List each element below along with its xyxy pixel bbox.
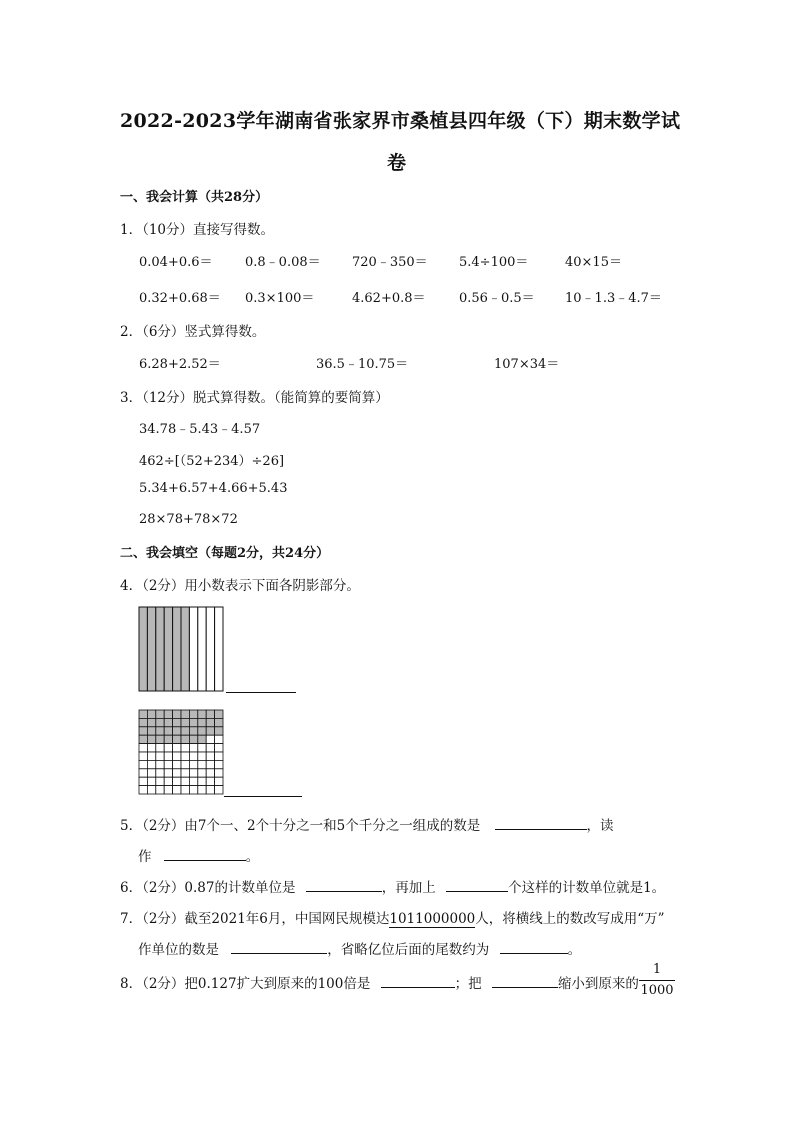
grid-cell xyxy=(139,786,147,794)
strip-column xyxy=(173,607,181,691)
grid-cell xyxy=(164,744,172,752)
grid-cell xyxy=(181,735,189,743)
grid-cell xyxy=(156,735,164,743)
q8-part-a: 8．（2分）把0.127扩大到原来的100倍是 xyxy=(120,976,371,992)
q1-item: 0.04+0.6＝ xyxy=(139,255,213,270)
grid-cell xyxy=(139,735,147,743)
q7-part-a: 7．（2分）截至2021年6月，中国网民规模达 xyxy=(120,911,390,927)
grid-cell xyxy=(147,777,155,785)
grid-cell xyxy=(173,760,181,768)
grid-cell xyxy=(215,718,223,726)
grid-cell xyxy=(215,735,223,743)
q1-item: 4.62+0.8＝ xyxy=(352,291,426,306)
grid-cell xyxy=(147,769,155,777)
grid-cell xyxy=(164,786,172,794)
grid-cell xyxy=(156,744,164,752)
grid-cell xyxy=(189,769,197,777)
q7-number: 1011000000 xyxy=(389,911,476,927)
grid-cell xyxy=(198,727,206,735)
grid-cell xyxy=(198,735,206,743)
q1-item: 0.56﹣0.5＝ xyxy=(459,291,535,306)
grid-cell xyxy=(206,752,214,760)
grid-cell xyxy=(164,735,172,743)
q8-fraction-denominator: 1000 xyxy=(640,983,674,998)
q8-part-b: ；把 xyxy=(454,976,482,992)
strip-column xyxy=(198,607,206,691)
grid-cell xyxy=(147,735,155,743)
q6-line xyxy=(120,876,665,896)
grid-cell xyxy=(156,752,164,760)
grid-cell xyxy=(181,752,189,760)
grid-cell xyxy=(164,777,172,785)
q8-part-c: 缩小到原来的 xyxy=(557,976,639,992)
q5-answer-blank[interactable] xyxy=(495,815,587,830)
grid-cell xyxy=(164,769,172,777)
answer-blank-figure2[interactable] xyxy=(224,796,302,797)
q5-read-label: 作 xyxy=(138,849,152,865)
grid-cell xyxy=(181,710,189,718)
q8-fraction-bar xyxy=(639,980,675,981)
q5-text: 5．（2分）由7个一、2个十分之一和5个千分之一组成的数是 xyxy=(120,818,481,834)
q7-part-d: ，省略亿位后面的尾数约为 xyxy=(327,942,490,958)
grid-cell xyxy=(147,727,155,735)
grid-cell xyxy=(206,718,214,726)
q8-line xyxy=(120,972,639,992)
grid-cell xyxy=(206,727,214,735)
grid-cell xyxy=(139,710,147,718)
q7-line1 xyxy=(120,907,665,927)
q5-end: 。 xyxy=(245,849,260,865)
q4-stem: 4．（2分）用小数表示下面各阴影部分。 xyxy=(120,578,360,594)
grid-cell xyxy=(147,718,155,726)
strip-column xyxy=(206,607,214,691)
grid-cell xyxy=(147,710,155,718)
q6-count-blank[interactable] xyxy=(446,877,508,892)
grid-cell xyxy=(215,744,223,752)
grid-cell xyxy=(173,786,181,794)
grid-cell xyxy=(206,744,214,752)
grid-cell xyxy=(198,752,206,760)
q3-item: 462÷[（52+234）÷26] xyxy=(139,454,285,469)
strip-column xyxy=(156,607,164,691)
grid-cell xyxy=(181,769,189,777)
grid-cell xyxy=(156,760,164,768)
q2-stem: 2．（6分）竖式算得数。 xyxy=(120,324,266,340)
grid-cell xyxy=(189,744,197,752)
grid-cell xyxy=(173,744,181,752)
grid-cell xyxy=(173,735,181,743)
section-heading-calc: 一、我会计算（共28分） xyxy=(120,190,269,205)
grid-cell xyxy=(173,718,181,726)
grid-cell xyxy=(139,760,147,768)
grid-cell xyxy=(156,786,164,794)
grid-cell xyxy=(164,760,172,768)
q6-unit-blank[interactable] xyxy=(306,877,382,892)
q6-part-c: 个这样的计数单位就是1。 xyxy=(508,880,666,896)
grid-cell xyxy=(215,786,223,794)
grid-cell xyxy=(198,777,206,785)
grid-cell xyxy=(164,727,172,735)
grid-cell xyxy=(173,777,181,785)
grid-cell xyxy=(189,786,197,794)
q1-item: 40×15＝ xyxy=(565,255,622,270)
q1-item: 5.4÷100＝ xyxy=(459,255,529,270)
q1-item: 0.32+0.68＝ xyxy=(139,291,221,306)
grid-cell xyxy=(164,718,172,726)
grid-cell xyxy=(189,760,197,768)
q5-line2 xyxy=(138,845,259,865)
q3-item: 28×78+78×72 xyxy=(139,512,238,527)
q1-item: 0.3×100＝ xyxy=(245,291,315,306)
strip-column xyxy=(164,607,172,691)
grid-cell xyxy=(206,777,214,785)
q7-wan-blank[interactable] xyxy=(231,939,327,954)
grid-cell xyxy=(206,735,214,743)
q7-part-c: 作单位的数是 xyxy=(138,942,219,958)
grid-cell xyxy=(198,710,206,718)
q5-read-blank[interactable] xyxy=(164,846,246,861)
grid-cell xyxy=(189,735,197,743)
grid-cell xyxy=(215,760,223,768)
grid-cell xyxy=(173,769,181,777)
strip-column xyxy=(181,607,189,691)
grid-cell xyxy=(189,718,197,726)
q5-tail: ，读 xyxy=(586,818,614,834)
q6-part-b: ，再加上 xyxy=(381,880,436,896)
grid-cell xyxy=(139,769,147,777)
grid-cell xyxy=(189,777,197,785)
grid-cell xyxy=(215,710,223,718)
strip-figure xyxy=(138,606,226,694)
section-heading-fill: 二、我会填空（每题2分，共24分） xyxy=(120,546,330,561)
strip-column xyxy=(147,607,155,691)
q1-item: 720﹣350＝ xyxy=(352,255,428,270)
grid-cell xyxy=(198,769,206,777)
grid-cell xyxy=(164,752,172,760)
grid-cell xyxy=(139,744,147,752)
grid-cell xyxy=(139,727,147,735)
grid-cell xyxy=(139,777,147,785)
q1-stem: 1．（10分）直接写得数。 xyxy=(120,222,275,238)
grid-cell xyxy=(189,710,197,718)
grid-cell xyxy=(156,718,164,726)
q6-part-a: 6．（2分）0.87的计数单位是 xyxy=(120,880,296,896)
q5-line1 xyxy=(120,814,614,834)
grid-cell xyxy=(215,769,223,777)
grid-cell xyxy=(215,752,223,760)
q7-part-b: 人，将横线上的数改写成用“万” xyxy=(475,911,665,927)
grid-cell xyxy=(206,710,214,718)
grid-cell xyxy=(198,718,206,726)
strip-column xyxy=(215,607,223,691)
q2-item: 6.28+2.52＝ xyxy=(139,357,221,372)
grid-cell xyxy=(181,777,189,785)
grid-cell xyxy=(139,752,147,760)
q8-fraction-numerator: 1 xyxy=(652,962,662,977)
grid-cell xyxy=(206,760,214,768)
grid-cell xyxy=(206,769,214,777)
grid-cell xyxy=(156,769,164,777)
grid-cell xyxy=(139,718,147,726)
q2-item: 107×34＝ xyxy=(494,357,560,372)
grid-figure xyxy=(138,709,226,797)
grid-cell xyxy=(189,727,197,735)
strip-column xyxy=(189,607,197,691)
grid-cell xyxy=(181,718,189,726)
grid-cell xyxy=(198,786,206,794)
q1-item: 0.8﹣0.08＝ xyxy=(245,255,321,270)
q3-stem: 3．（12分）脱式算得数。（能简算的要简算） xyxy=(120,390,389,406)
grid-cell xyxy=(156,710,164,718)
grid-cell xyxy=(147,760,155,768)
q3-item: 5.34+6.57+4.66+5.43 xyxy=(139,481,288,496)
grid-cell xyxy=(215,777,223,785)
q2-item: 36.5﹣10.75＝ xyxy=(316,357,409,372)
grid-cell xyxy=(198,744,206,752)
q3-item: 34.78﹣5.43﹣4.57 xyxy=(139,422,261,437)
page-title-continued: 卷 xyxy=(387,152,407,174)
grid-cell xyxy=(189,752,197,760)
q8-result-blank[interactable] xyxy=(381,973,455,988)
grid-cell xyxy=(206,786,214,794)
grid-cell xyxy=(156,727,164,735)
grid-cell xyxy=(181,786,189,794)
strip-column xyxy=(139,607,147,691)
q1-item: 10﹣1.3﹣4.7＝ xyxy=(565,291,662,306)
page-title: 2022-2023学年湖南省张家界市桑植县四年级（下）期末数学试 xyxy=(120,110,681,132)
grid-cell xyxy=(147,752,155,760)
grid-cell xyxy=(181,727,189,735)
q7-line2 xyxy=(138,938,581,958)
grid-cell xyxy=(173,727,181,735)
grid-cell xyxy=(215,727,223,735)
grid-cell xyxy=(198,760,206,768)
grid-cell xyxy=(147,786,155,794)
q8-number-blank[interactable] xyxy=(492,973,558,988)
grid-cell xyxy=(164,710,172,718)
answer-blank-figure1[interactable] xyxy=(226,692,296,693)
grid-cell xyxy=(156,777,164,785)
grid-cell xyxy=(173,710,181,718)
grid-cell xyxy=(181,744,189,752)
grid-cell xyxy=(147,744,155,752)
grid-cell xyxy=(181,760,189,768)
q7-part-e: 。 xyxy=(567,942,582,958)
q7-yi-blank[interactable] xyxy=(500,939,568,954)
grid-cell xyxy=(173,752,181,760)
